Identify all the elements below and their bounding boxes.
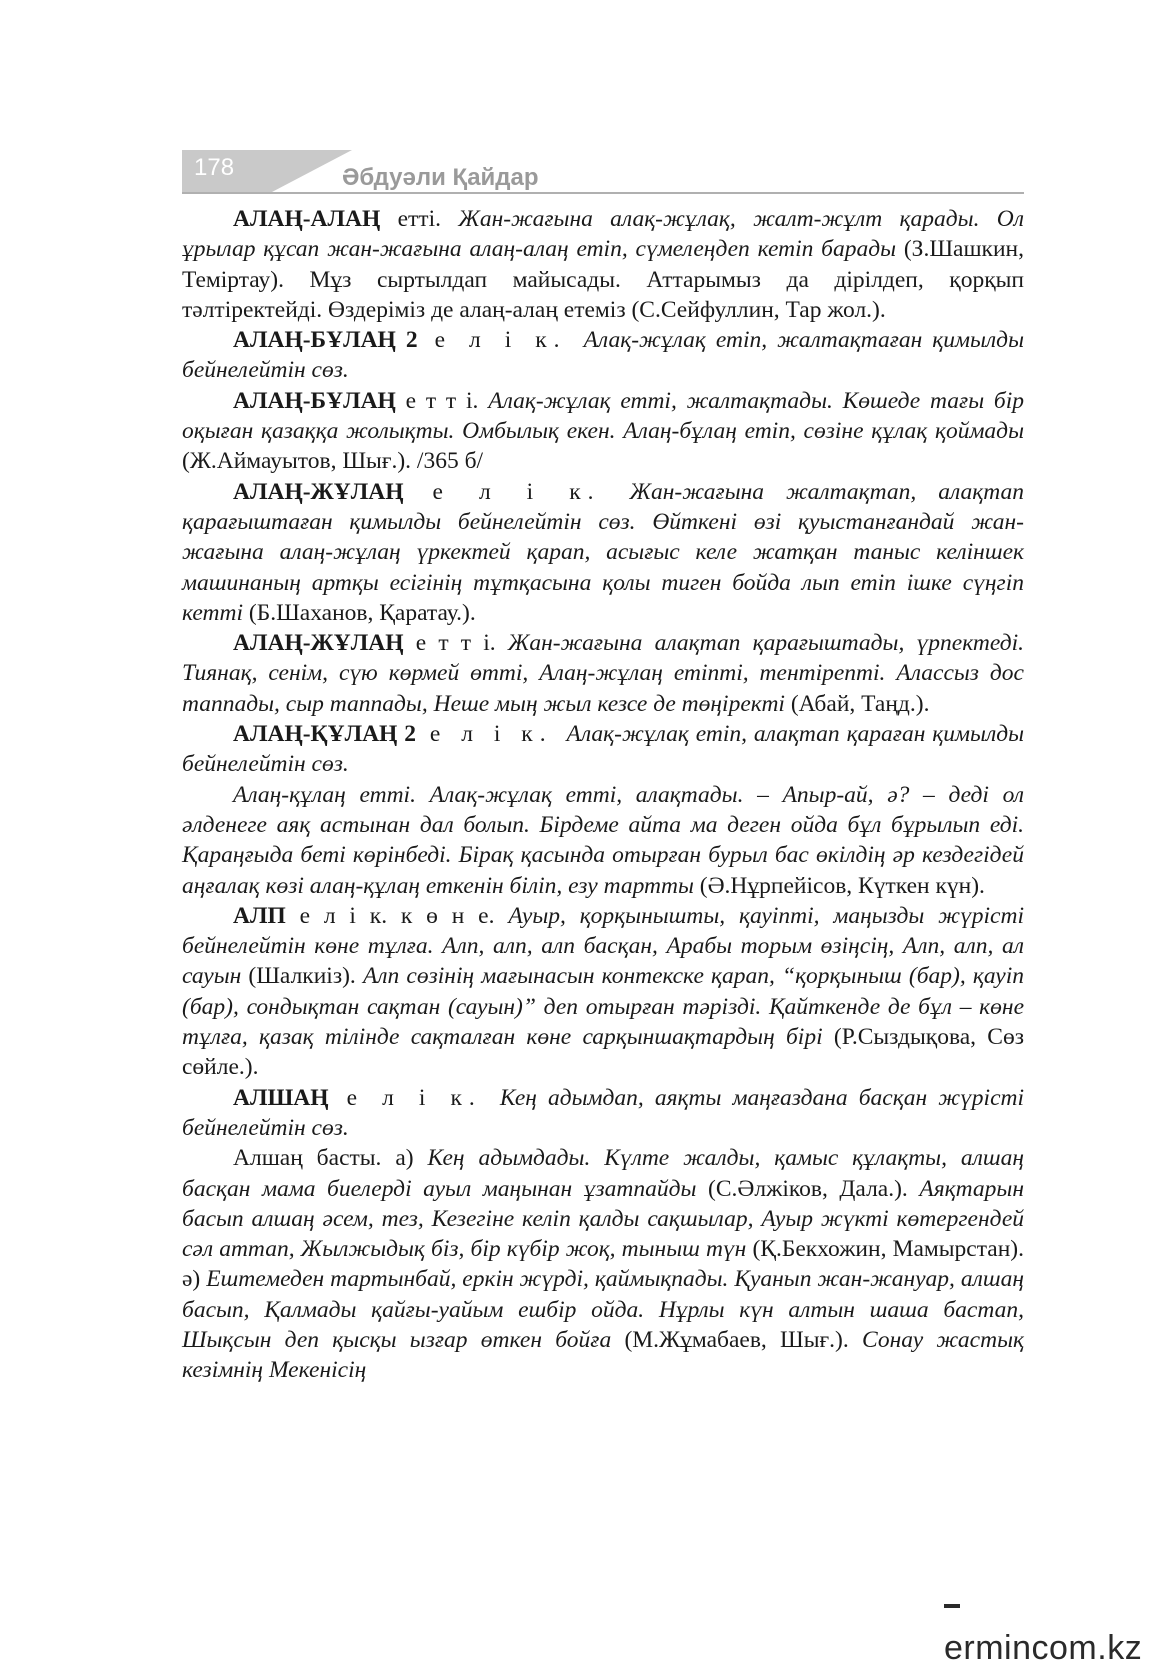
lead-phrase: Алшаң басты. а) [233, 1145, 428, 1172]
definition: Алақ-жұлақ етіп, жалтақтаған қимылды бейнелейтін сөз. [182, 327, 1024, 384]
source: (Қ.Бекхожин, Мамырстан). ә) [182, 1236, 1024, 1293]
tab-slope [272, 150, 352, 192]
entry [182, 901, 1024, 1083]
grammar-mark: е т т і. [403, 630, 508, 657]
source: (Ж.Аймауытов, Шығ.). /365 б/ [182, 448, 484, 475]
headword: АЛАҢ-ҚҰЛАҢ 2 [233, 721, 416, 748]
dictionary-text [182, 204, 1024, 1386]
definition: Аяқтарын басып алшаң әсем, тез, Кезегіне келіп қалды сақшылар, Ауыр жүкті көтергендей сәл аттап, Жылжыдық біз, бір күбір жоқ, тыныш түн [182, 1175, 1024, 1263]
grammar-mark: е л і к. к ө н е. [285, 902, 509, 929]
headword: АЛАҢ-БҰЛАҢ [233, 387, 396, 414]
source: (Б.Шаханов, Қаратау.). [243, 599, 476, 626]
site-watermark [944, 1590, 1158, 1668]
definition: Сонау жастық кезімнің Мекенісің [182, 1326, 1024, 1384]
entry [182, 719, 1024, 780]
source: (Р.Сыздықова, Сөз сөйле.). [182, 1024, 1024, 1081]
headword: АЛАҢ-ЖҰЛАҢ [233, 478, 404, 505]
watermark-logo-icon [944, 1604, 960, 1608]
definition: Жан-жағына алақтап қарағыштады, үрпектеді. Тиянақ, сенім, сүю көрмей өтті, Алаң-жұлаң етіпті, тентірепті. Алассыз дос таппады, сыр таппады, Неше мың жыл кезсе де төңіректі [182, 630, 1025, 717]
entry [182, 386, 1024, 477]
headword: АЛАҢ-АЛАҢ [233, 206, 381, 232]
definition: Алақ-жұлақ етті, жалтақтады. Көшеде тағы бір оқыған қазаққа жолықты. Омбылық екен. Алаң-бұлаң етіп, сөзіне құлақ қоймады [182, 387, 1025, 445]
source: (Шалкиіз). [241, 963, 363, 990]
definition: Ауыр, қорқынышты, қауіпті, маңызды жүрісті бейнелейтін көне тұлға. Алп, алп, алп басқан, Арабы торым өзіңсің, Алп, алп, ал сауын [182, 902, 1024, 990]
page-number: 178 [194, 154, 235, 181]
header-rule [182, 192, 1024, 194]
entry [182, 477, 1024, 628]
grammar-mark: е л і к. [415, 721, 567, 748]
definition: Алаң-құлаң етті. Алақ-жұлақ етті, алақтады. – Апыр-ай, ә? – деді ол әлденеге аяқ астынан дал болып. Бірдеме айта ма деген ойда бұл бұрылып еді. Қараңғыда беті көрінбеді. Бірақ қасында отырған бурыл бас өкілдің әр кездегідей аңғалақ көзі алаң-құлаң еткенін біліп, езу тартты [182, 781, 1024, 899]
headword: АЛАҢ-БҰЛАҢ 2 [233, 327, 418, 354]
entry [182, 1143, 1024, 1385]
source: (Абай, Таңд.). [784, 690, 930, 717]
entry [182, 1083, 1024, 1144]
headword: АЛАҢ-ЖҰЛАҢ [233, 630, 404, 657]
entry [182, 204, 1024, 325]
grammar-mark: е т т і. [395, 387, 489, 414]
watermark-text: ermincom.kz [944, 1629, 1143, 1667]
running-head-author: Әбдуәли Қайдар [342, 164, 539, 191]
headword: АЛШАҢ [233, 1084, 329, 1111]
source: (М.Жұмабаев, Шығ.). [611, 1326, 863, 1353]
source: (З.Шашкин, Теміртау). Мұз сыртылдап майысады. Аттарымыз да дірілдеп, қорқып тәлтіректейді. Өздеріміз де алаң-алаң етеміз (С.Сейфуллин, Тар жол.). [182, 236, 1024, 323]
headword: АЛП [233, 902, 286, 929]
grammar-mark: е л і к. [403, 478, 630, 505]
definition: Алақ-жұлақ етіп, алақтап қараған қимылды бейнелейтін сөз. [182, 721, 1024, 778]
source: (Ә.Нұрпейісов, Күткен күн). [693, 872, 985, 899]
definition: Алп сөзінің мағынасын контекске қарап, “қорқыныш (бар), қауіп (бар), сондықтан сақтан (сауын)” деп отырған тәрізді. Қайткенде де бұл – көне тұлға, қазақ тілінде сақталған көне сарқыншақтардың бірі [182, 963, 1025, 1051]
entry [182, 780, 1024, 901]
grammar-mark: е л і к. [417, 327, 584, 354]
entry [182, 325, 1024, 386]
grammar-mark: е л і к. [328, 1084, 500, 1111]
page-header [182, 150, 1024, 195]
grammar-mark: етті. [380, 206, 459, 232]
definition: Кең адымдады. Күлте жалды, қамыс құлақты, алшаң басқан мама биелерді ауыл маңынан ұзатпайды [182, 1145, 1024, 1202]
definition: Кең адымдап, аяқты маңғаздана басқан жүрісті бейнелейтін сөз. [182, 1084, 1025, 1141]
definition: Жан-жағына жалтақтап, алақтап қарағыштаған қимылды бейнелейтін сөз. Өйткені өзі қуыстанғандай жан-жағына алаң-жұлаң үркектей қарап, асығыс келе жатқан таныс келіншек машинаның артқы есігінің тұтқасына қолы тиген бойда лып етіп ішке сүңгіп кетті [182, 478, 1025, 626]
definition: Жан-жағына алақ-жұлақ, жалт-жұлт қарады. Ол ұрылар құсап жан-жағына алаң-алаң етіп, сүмелеңдеп кетіп барады [182, 206, 1024, 263]
entry [182, 628, 1024, 719]
source: (С.Әлжіков, Дала.). [696, 1175, 920, 1202]
definition: Ештемеден тартынбай, еркін жүрді, қаймықпады. Қуанып жан-жануар, алшаң басып, Қалмады қайғы-уайым ешбір ойда. Нұрлы күн алтын шаша бастап, Шықсын деп қысқы ызғар өткен бойға [182, 1266, 1025, 1353]
